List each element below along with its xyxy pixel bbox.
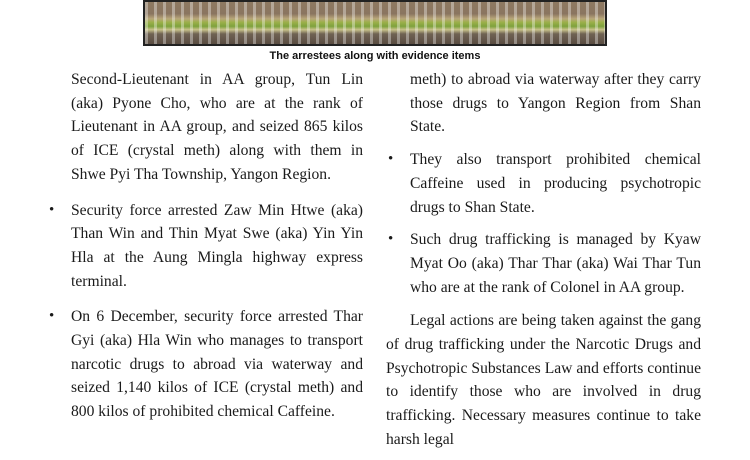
list-item (49, 305, 363, 424)
right-bullet-list (386, 148, 701, 299)
bullet-icon: • (49, 201, 55, 218)
bullet-icon: • (388, 231, 394, 248)
list-item (386, 148, 701, 219)
evidence-photo (143, 0, 607, 46)
bullet-icon: • (49, 308, 55, 325)
left-bullet-list (49, 199, 363, 424)
bullet-icon: • (388, 151, 394, 168)
list-item-text: On 6 December, security force arrested Thar Gyi (aka) Hla Win who manages to transport narcotic drugs to abroad via waterway and seized 1,140 kilos of ICE (crystal meth) and 800 kilos of prohibited chemical Caffeine. (71, 308, 363, 421)
legal-actions-paragraph: Legal actions are being taken against the gang of drug trafficking under the Narcotic Drugs and Psychotropic Substances Law and efforts continue to identify those who are involved in drug trafficking. Necessary measures continue to take harsh legal (386, 312, 701, 448)
list-item (49, 199, 363, 294)
right-column (386, 68, 701, 452)
list-item (386, 228, 701, 299)
list-item-text: Such drug trafficking is managed by Kyaw Myat Oo (aka) Thar Thar (aka) Wai Thar Tun who are at the rank of Colonel in AA group. (410, 231, 701, 296)
photo-caption: The arrestees along with evidence items (269, 50, 481, 62)
list-item-text: They also transport prohibited chemical Caffeine used in producing psychotropic drugs to Shan State. (410, 151, 701, 216)
left-column (49, 68, 363, 424)
list-item-text: Security force arrested Zaw Min Htwe (aka) Than Win and Thin Myat Swe (aka) Yin Yin Hla at the Aung Mingla highway express terminal. (71, 201, 363, 290)
right-continuation-paragraph: meth) to abroad via waterway after they carry those drugs to Yangon Region from Shan State. (410, 71, 701, 136)
left-continuation-paragraph: Second-Lieutenant in AA group, Tun Lin (aka) Pyone Cho, who are at the rank of Lieutenant in AA group, and seized 865 kilos of ICE (crystal meth) along with them in Shwe Pyi Tha Township, Yangon Region. (71, 71, 363, 183)
